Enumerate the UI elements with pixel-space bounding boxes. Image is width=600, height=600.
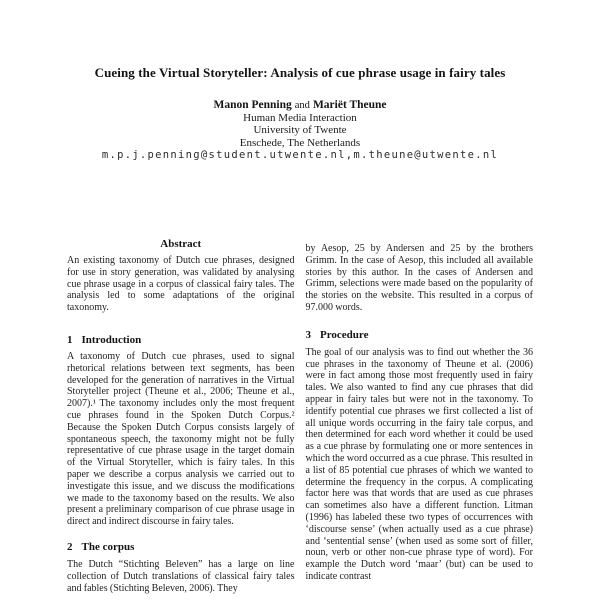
two-column-layout	[67, 236, 533, 594]
abstract-text: An existing taxonomy of Dutch cue phrases, designed for use in story generation, was validated by analysing cue phrase usage in a corpus of classical fairy tales. The analysis led to some adaptations of the original taxonomy.	[67, 255, 295, 314]
section-3-number: 3	[305, 328, 311, 341]
section-2-number: 2	[67, 540, 73, 553]
byline	[0, 99, 600, 111]
affiliation-department: Human Media Interaction	[243, 112, 357, 124]
section-2-text: The Dutch “Stichting Beleven” has a large on line collection of Dutch translations of classical fairy tales and fables (Stichting Beleven, 2006). They	[67, 558, 295, 594]
right-column	[306, 236, 534, 594]
section-3-text: The goal of our analysis was to find out whether the 36 cue phrases in the taxonomy of Theune et al. (2006) were in fact among those most frequently used in fairy tales. We also wanted to find any cue phrases that did appear in fairy tales but were not in the taxonomy. To identify potential cue phrases we first collected a list of all unique words occurring in the fairy tale corpus, and then determined for each word whether it could be used as a cue phrase by formulating one or more sentences in which the word occurred as a cue phrase. This resulted in a list of 85 potential cue phrases of which we wanted to determine the frequency in the corpus. A complicating factor here was that words that are used as cue phrases can sometimes also have a different function. Litman (1996) has labeled these two types of occurrences with ‘discourse sense’ (when actually used as a cue phrase) and ‘sentential sense’ (when used as some sort of filler, noun, verb or other non-cue phrase type of word). For example the Dutch word ‘maar’ (but) can be used to indicate contrast	[305, 346, 533, 582]
section-3-heading	[306, 329, 534, 341]
corpus-continuation-paragraph: by Aesop, 25 by Andersen and 25 by the brothers Grimm. In the case of Aesop, this included all available stories by this author. In the cases of Andersen and Grimm, selections were made based on the popularity of the stories on the website. This resulted in a corpus of 97.000 words.	[305, 243, 533, 313]
affiliation-block	[0, 112, 600, 149]
affiliation-university: University of Twente	[253, 124, 347, 137]
author-name-2: Mariët Theune	[312, 99, 387, 111]
author-name-1: Manon Penning	[213, 99, 292, 111]
abstract-heading: Abstract	[160, 238, 202, 250]
section-2-heading	[67, 541, 295, 553]
section-1-title: Introduction	[81, 333, 142, 346]
section-1-text: A taxonomy of Dutch cue phrases, used to signal rhetorical relations between text segments, has been developed for the generation of narratives in the Virtual Storyteller project (Theune et al., 2006; Theune et al., 2007).¹ The taxonomy includes only the most frequent cue phrases found in the Spoken Dutch Corpus.² Because the Spoken Dutch Corpus consists largely of spontaneous speech, the taxonomy might not be fully representative of cue phrase usage in the target domain of the Virtual Storyteller, which is fairy tales. In this paper we describe a corpus analysis we carried out to investigate this issue, and we discuss the modifications we made to the taxonomy based on the results. We also present a preliminary comparison of cue phrase usage in direct and indirect discourse in fairy tales.	[67, 350, 295, 528]
email-line: m.p.j.penning@student.utwente.nl,m.theune@utwente.nl	[101, 149, 499, 161]
section-1-heading	[67, 334, 295, 346]
section-1-number: 1	[67, 333, 73, 346]
paper-title: Cueing the Virtual Storyteller: Analysis of cue phrase usage in fairy tales	[94, 65, 506, 80]
section-3-title: Procedure	[320, 328, 369, 341]
and-conjunction: and	[294, 100, 310, 111]
affiliation-location: Enschede, The Netherlands	[239, 136, 361, 149]
section-2-title: The corpus	[81, 540, 135, 553]
left-column	[67, 236, 295, 594]
